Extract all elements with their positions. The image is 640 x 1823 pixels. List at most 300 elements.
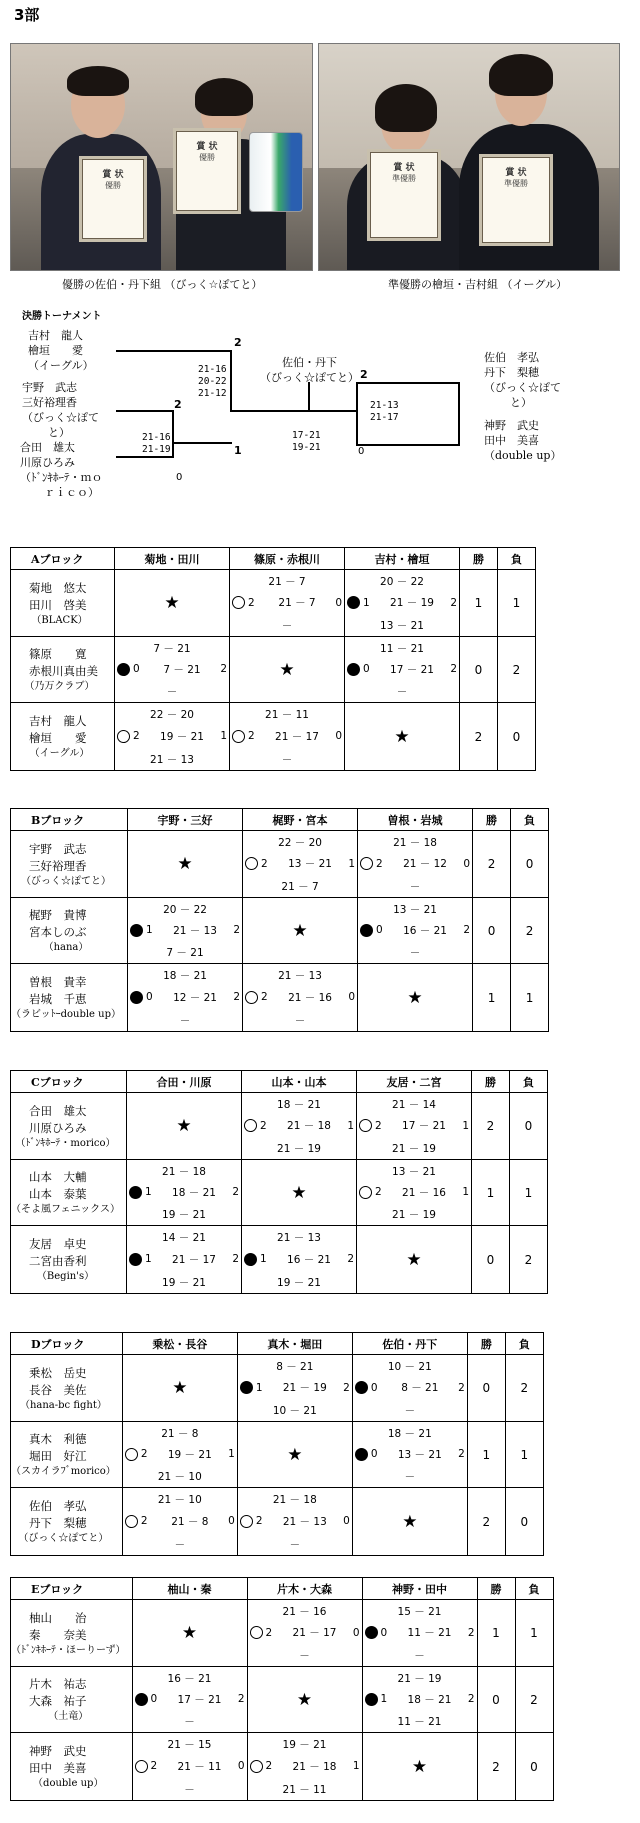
game-score: 21 － 10 [157,1494,202,1506]
loss-circle-icon [355,1448,368,1461]
wins-header: 勝 [473,809,511,831]
game-score: 8 － 21 [276,1361,314,1373]
bracket-line [172,442,174,458]
wins-header: 勝 [472,1071,510,1093]
losses-count: 1 [511,964,549,1032]
games-lost: 2 [232,1186,239,1198]
game-score: 21 － 19 [392,1209,436,1221]
game-score: 21 － 13 [277,1232,321,1244]
game-score: 11 － 21 [397,1716,442,1728]
player-name: 真木 利德 [29,1432,87,1446]
player-name: 檜垣 愛 [29,731,87,745]
games-lost: 0 [335,730,342,742]
player-cell [11,1355,123,1422]
match-cell [230,570,345,637]
game-score: 19 － 21 [160,730,204,743]
game-score: － [179,1015,191,1027]
losses-count: 2 [498,637,536,703]
block-name: Aブロック [11,548,115,570]
game-score: 21 － 17 [172,1253,216,1266]
game-score: 21 － 7 [278,597,316,609]
game-score: 21 － 19 [392,1143,436,1155]
team-name: （hana） [43,942,89,953]
wins-count: 0 [460,637,498,703]
losses-count: 1 [515,1600,553,1667]
table-row [11,1733,554,1801]
table-row [11,637,536,703]
opponent-header: 友居・二宮 [357,1071,472,1093]
game-score: 21 － 19 [397,1673,442,1685]
games-won: 2 [261,991,268,1003]
team-name: （スカイラﾌﾞmorico） [11,1466,116,1477]
games-won: 2 [248,730,255,742]
game-score: 7 － 21 [166,947,204,959]
game-score: 21 － 13 [173,924,217,937]
star-icon: ★ [279,659,295,680]
game-score: 21 － 13 [150,754,194,766]
wins-header: 勝 [460,548,498,570]
games-won: 2 [133,730,140,742]
games-won: 0 [363,663,370,675]
wins-count: 1 [467,1422,505,1488]
player-cell [11,1422,123,1488]
game-score: 21 － 15 [167,1739,212,1751]
player-cell [11,898,128,964]
losses-count: 2 [510,1226,548,1294]
wins-count: 2 [477,1733,515,1801]
player-cell [11,964,128,1032]
game-score: － [409,881,421,893]
games-lost: 0 [463,857,471,870]
win-circle-icon [117,730,130,743]
opponent-header: 佐伯・丹下 [352,1333,467,1355]
player-name: 川原ひろみ [29,1120,87,1135]
games-lost: 2 [232,1253,239,1265]
bracket-line [458,382,460,446]
team-name: （double up） [33,1778,104,1789]
game-score: － [174,1539,186,1551]
game-score: 11 － 21 [380,643,424,655]
game-score: 16 － 21 [403,924,447,937]
games-won: 0 [133,663,140,675]
game-score: 13 － 21 [392,1166,436,1178]
wins-count: 0 [467,1355,505,1422]
table-row [11,1093,548,1160]
win-circle-icon [250,1760,263,1773]
match-cell [127,1226,242,1294]
game-score: 18 － 21 [407,1693,452,1706]
losses-count: 2 [511,898,549,964]
games-lost: 2 [343,1381,350,1394]
team-name: （土竜） [48,1711,89,1722]
player-name: 宇野 武志 [29,841,87,856]
wins-count: 2 [460,703,498,771]
match-cell [357,1160,472,1226]
game-score: 21 － 11 [282,1784,327,1796]
games-won: 0 [146,991,153,1003]
player-name: 長谷 美佐 [29,1382,87,1397]
game-score: 20 － 22 [380,576,424,588]
game-score: 15 － 21 [397,1606,442,1618]
bracket-line [356,382,460,384]
opponent-header: 乗松・長谷 [122,1333,237,1355]
star-icon: ★ [177,854,193,874]
bracket-first-win: 2 [174,398,182,411]
game-score: 21 － 18 [162,1166,206,1178]
game-score: 17 － 21 [177,1693,222,1706]
games-won: 2 [260,1119,267,1132]
player-cell [11,1600,133,1667]
page-title: 3部 [14,6,40,24]
bracket-team-3: 合田 雄太 川原ひろみ （ﾄﾞﾝｷﾎｰﾃ・ｍｏ ｒｉｃｏ） [20,441,103,499]
games-won: 2 [376,857,383,870]
win-circle-icon [250,1626,263,1639]
games-won: 2 [265,1760,273,1772]
game-score: 16 － 21 [167,1673,212,1685]
bracket-semi2-lose: 0 [358,446,365,457]
games-won: 2 [140,1515,148,1527]
self-match-cell [127,1093,242,1160]
block-e-table [10,1577,554,1801]
game-score: 16 － 21 [287,1253,331,1266]
bracket-first-lose: 0 [176,472,183,483]
game-score: 21 － 16 [402,1186,446,1199]
player-name: 神野 武史 [29,1744,87,1758]
match-cell [242,1093,357,1160]
bracket-line [230,350,232,410]
player-cell [11,1226,127,1294]
star-icon: ★ [181,1623,198,1643]
match-cell [362,1667,477,1733]
games-won: 1 [363,596,370,609]
game-score: 13 － 21 [380,620,424,632]
wins-count: 2 [467,1488,505,1556]
match-cell [345,570,460,637]
star-icon: ★ [407,987,423,1008]
games-lost: 0 [237,1760,245,1772]
games-won: 1 [255,1381,263,1394]
wins-count: 0 [477,1667,515,1733]
loss-circle-icon [244,1253,257,1266]
losses-count: 0 [511,831,549,898]
games-lost: 2 [458,1381,465,1394]
win-circle-icon [125,1448,138,1461]
game-score: 21 － 13 [278,970,322,982]
self-match-cell [352,1488,467,1556]
game-score: 17 － 21 [390,663,434,676]
game-score: 21 － 18 [287,1120,331,1132]
bracket-line [116,410,172,412]
loss-circle-icon [347,663,360,676]
player-cell [11,831,128,898]
games-won: 0 [380,1626,388,1639]
player-name: 大森 祐子 [29,1694,87,1708]
block-a-table [10,547,536,771]
player-name: 片木 祐志 [29,1677,87,1691]
opponent-header: 菊地・田川 [115,548,230,570]
games-lost: 1 [462,1119,469,1132]
bracket-line [308,410,358,412]
game-score: 21 － 19 [282,1382,327,1394]
games-won: 2 [248,596,255,609]
losses-count: 1 [498,570,536,637]
match-cell [132,1733,247,1801]
loss-circle-icon [347,596,360,609]
player-name: 田中 美喜 [29,1761,87,1775]
game-score: 18 － 21 [277,1099,321,1111]
opponent-header: 合田・川原 [127,1071,242,1093]
game-score: 21 － 18 [292,1760,337,1773]
games-lost: 2 [237,1693,245,1705]
winners-caption: 優勝の佐伯・丹下組 （びっく☆ぽてと） [62,278,263,291]
games-won: 1 [260,1253,267,1265]
games-lost: 2 [347,1253,354,1265]
star-icon: ★ [394,726,410,747]
self-match-cell [132,1600,247,1667]
wins-header: 勝 [477,1578,515,1600]
block-name: Dブロック [11,1333,123,1355]
losses-count: 2 [505,1355,543,1422]
team-name: （hana-bc fight） [19,1399,107,1411]
table-row [11,1160,548,1226]
player-name: 梶野 貴博 [29,908,87,922]
loss-circle-icon [129,1186,142,1199]
match-cell [247,1600,362,1667]
wins-count: 0 [473,898,511,964]
games-lost: 2 [450,596,457,609]
loss-circle-icon [365,1693,378,1706]
block-c-table [10,1070,548,1294]
opponent-header: 真木・堀田 [237,1333,352,1355]
match-cell [358,831,473,898]
game-score: 22 － 20 [150,709,194,721]
losses-header: 負 [510,1071,548,1093]
team-name: （そよ風フェニックス） [11,1204,120,1215]
match-cell [122,1488,237,1556]
star-icon: ★ [406,1249,422,1270]
game-score: － [414,1650,425,1662]
bracket-line [356,382,358,412]
player-cell [11,1733,133,1801]
games-lost: 2 [467,1693,475,1705]
game-score: － [404,1471,416,1483]
game-score: － [281,754,293,766]
game-score: 13 － 21 [393,904,437,916]
opponent-header: 宇野・三好 [128,809,243,831]
game-score: 22 － 20 [278,837,322,849]
losses-count: 1 [505,1422,543,1488]
team-name: （乃万クラブ） [24,681,95,692]
games-lost: 1 [348,857,356,870]
game-score: － [289,1539,301,1551]
game-score: 13 － 21 [397,1448,442,1461]
block-name: Bブロック [11,809,128,831]
loss-circle-icon [365,1626,378,1639]
match-cell [237,1355,352,1422]
table-row [11,964,549,1032]
bracket-line [116,456,172,458]
self-match-cell [115,570,230,637]
game-score: 21 － 14 [392,1099,436,1111]
team-name: （ﾄﾞﾝｷﾎｰﾃ・morico） [15,1137,116,1149]
team-name: （Begin's） [36,1271,95,1282]
bracket-team-5: 神野 武史 田中 美喜 （double up） [484,419,562,462]
game-score: 21 － 17 [292,1627,337,1639]
game-score: － [404,1405,416,1417]
game-score: 19 － 21 [282,1739,327,1751]
opponent-header: 柚山・秦 [132,1578,247,1600]
game-score: 18 － 21 [163,970,207,982]
games-won: 2 [140,1448,148,1460]
game-score: 21 － 8 [161,1428,199,1440]
games-won: 1 [380,1693,388,1705]
star-icon: ★ [172,1378,188,1398]
games-lost: 0 [335,596,342,609]
games-lost: 1 [228,1448,235,1460]
player-cell [11,1093,127,1160]
win-circle-icon [232,596,245,609]
self-match-cell [230,637,345,703]
opponent-header: 篠原・赤根川 [230,548,345,570]
loss-circle-icon [355,1381,368,1394]
game-score: 8 － 21 [401,1382,439,1394]
games-lost: 0 [228,1515,235,1527]
win-circle-icon [240,1515,253,1528]
table-row [11,703,536,771]
game-score: 7 － 21 [153,643,191,655]
match-cell [128,898,243,964]
game-score: 21 － 16 [288,991,332,1004]
table-row [11,1226,548,1294]
bracket-champion: 佐伯・丹下 （びっく☆ぽてと） [260,356,359,384]
game-score: 21 － 13 [282,1515,327,1528]
player-name: 吉村 龍人 [29,714,87,728]
game-score: 11 － 21 [407,1627,452,1639]
losses-count: 1 [510,1160,548,1226]
game-score: 21 － 19 [277,1143,321,1155]
games-lost: 0 [343,1515,350,1527]
win-circle-icon [359,1186,372,1199]
opponent-header: 片木・大森 [247,1578,362,1600]
match-cell [242,1226,357,1294]
game-score: 10 － 21 [387,1361,432,1373]
games-lost: 2 [233,924,241,936]
match-cell [352,1422,467,1488]
game-score: － [299,1650,310,1662]
game-score: － [409,947,421,959]
win-circle-icon [232,730,245,743]
bracket-first-scores: 21-16 21-19 [142,432,171,455]
player-name: 赤根川真由美 [29,664,98,678]
star-icon: ★ [291,1182,307,1203]
bracket-semi2-scores: 21-13 21-17 [370,400,399,423]
self-match-cell [345,703,460,771]
games-won: 2 [265,1626,273,1639]
runners-up-photo: 賞 状 準優勝 賞 状 準優勝 [318,43,620,271]
game-score: 21 － 16 [282,1606,327,1618]
games-lost: 0 [348,991,356,1003]
player-name: 岩城 千恵 [29,992,87,1006]
match-cell [230,703,345,771]
wins-count: 1 [477,1600,515,1667]
player-cell [11,570,115,637]
win-circle-icon [360,857,373,870]
losses-count: 0 [498,703,536,771]
self-match-cell [237,1422,352,1488]
player-name: 三好裕理香 [29,858,87,873]
games-lost: 2 [458,1448,465,1460]
player-cell [11,637,115,703]
bracket-line [356,410,358,446]
game-score: 13 － 21 [288,858,332,870]
losses-header: 負 [515,1578,553,1600]
game-score: 18 － 21 [172,1186,216,1199]
game-score: 21 － 18 [393,837,437,849]
games-won: 2 [255,1515,263,1527]
wins-count: 1 [473,964,511,1032]
games-lost: 2 [233,991,241,1003]
opponent-header: 曽根・岩城 [358,809,473,831]
star-icon: ★ [292,920,308,941]
player-name: 合田 雄太 [29,1103,87,1118]
games-lost: 2 [220,663,227,675]
game-score: 10 － 21 [272,1405,317,1417]
games-won: 2 [375,1119,382,1132]
wins-count: 1 [472,1160,510,1226]
wins-count: 1 [460,570,498,637]
match-cell [362,1600,477,1667]
wins-header: 勝 [467,1333,505,1355]
losses-count: 0 [505,1488,543,1556]
losses-header: 負 [498,548,536,570]
bracket-line [172,442,232,444]
game-score: 19 － 21 [277,1277,321,1289]
opponent-header: 梶野・宮本 [243,809,358,831]
bracket-team-1: 吉村 龍人 檜垣 愛 （イーグル） [28,329,94,372]
table-row [11,1600,554,1667]
losses-header: 負 [505,1333,543,1355]
wins-count: 0 [472,1226,510,1294]
games-won: 0 [376,924,383,936]
self-match-cell [243,898,358,964]
bracket-semi1-win: 2 [234,336,242,349]
team-name: （イーグル） [29,748,90,759]
table-row [11,1667,554,1733]
bracket-line [172,410,174,442]
star-icon: ★ [296,1689,313,1710]
table-row [11,1422,544,1488]
match-cell [247,1733,362,1801]
bracket-team-4: 佐伯 孝弘 丹下 梨穂 （びっく☆ぽて と） [484,351,561,409]
game-score: － [294,1015,306,1027]
player-name: 田川 啓美 [29,597,87,612]
games-lost: 1 [220,730,227,742]
game-score: 21 － 7 [268,576,306,588]
match-cell [357,1093,472,1160]
star-icon: ★ [176,1116,192,1136]
block-name: Cブロック [11,1071,127,1093]
losses-count: 0 [510,1093,548,1160]
game-score: － [166,686,178,698]
player-name: 曽根 貴幸 [29,975,87,989]
match-cell [237,1488,352,1556]
game-score: 19 － 21 [162,1277,206,1289]
bracket-semi1-lose: 1 [234,444,242,457]
self-match-cell [357,1226,472,1294]
star-icon: ★ [287,1444,303,1465]
match-cell [128,964,243,1032]
game-score: － [281,620,293,632]
